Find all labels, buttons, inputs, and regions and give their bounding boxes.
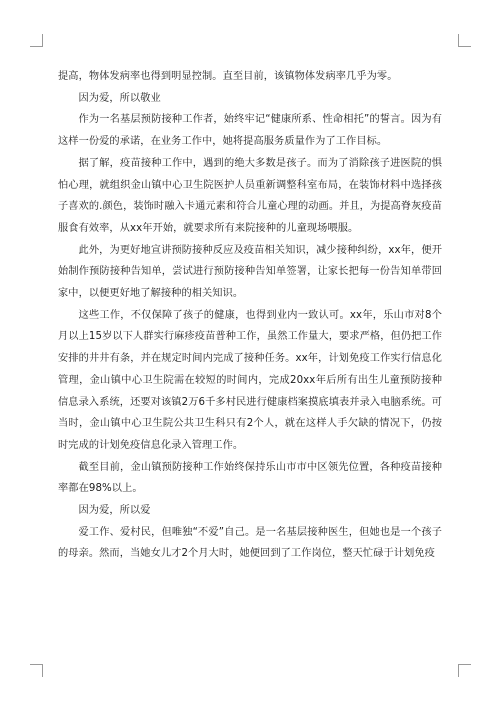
page-corner-mark-bottom-left <box>30 664 43 677</box>
page-corner-mark-top-left <box>30 34 43 47</box>
paragraph: 此外，为更好地宣讲预防接种反应及疫苗相关知识，减少接种纠纷，xx年，便开始制作预防接种告知单，尝试进行预防接种告知单签署，让家长把每一份告知单带回家中，以便更好地了解接种的相关知识。 <box>58 244 442 300</box>
paragraph: 爱工作、爱村民，但唯独“不爱”自己。是一名基层接种医生，但她也是一个孩子的母亲。然而，当她女儿才2个月大时，她便回到了工作岗位，整天忙碌于计划免疫 <box>58 526 442 560</box>
section-heading-love: 因为爱，所以爱 <box>78 505 151 517</box>
paragraph-continued: 提高，物体发病率也得到明显控制。直至目前，该镇物体发病率几乎为零。 <box>58 71 398 82</box>
paragraph: 这些工作，不仅保障了孩子的健康，也得到业内一致认可。xx年，乐山市对8个月以上15岁以下人群实行麻疹疫苗普种工作，虽然工作量大，要求严格，但仍把工作安排的井井有条，并在规定时间内完成了接种任务。xx年，计划免疫工作实行信息化管理，金山镇中心卫生院需在较短的时间内，完成20xx年后所有出生儿童预防接种信息录入系统，还要对该镇2万6千多村民进行健康档案摸底填表并录入电脑系统。可当时，金山镇中心卫生院公共卫生科只有2个人，就在这样人手欠缺的情况下，仍按时完成的计划免疫信息化录入管理工作。 <box>58 309 442 451</box>
page-corner-mark-top-right <box>458 34 471 47</box>
paragraph: 作为一名基层预防接种工作者，始终牢记“健康所系、性命相托”的誓言。因为有这样一份爱的承诺，在业务工作中，她将提高服务质量作为了工作目标。 <box>58 114 442 148</box>
paragraph: 据了解，疫苗接种工作中，遇到的绝大多数是孩子。而为了消除孩子进医院的惧怕心理，就组织金山镇中心卫生院医护人员重新调整科室布局，在装饰材料中选择孩子喜欢的.颜色，装饰时融入卡通元素和符合儿童心理的动画。并且，为提高脊灰疫苗服食有效率，从xx年开始，就要求所有来院接种的儿童现场喂服。 <box>58 157 442 234</box>
section-heading-dedication: 因为爱，所以敬业 <box>78 92 161 104</box>
paragraph: 截至目前，金山镇预防接种工作始终保持乐山市市中区领先位置，各种疫苗接种率都在98%以上。 <box>58 461 442 495</box>
page-corner-mark-bottom-right <box>458 664 471 677</box>
document-body <box>58 66 442 565</box>
